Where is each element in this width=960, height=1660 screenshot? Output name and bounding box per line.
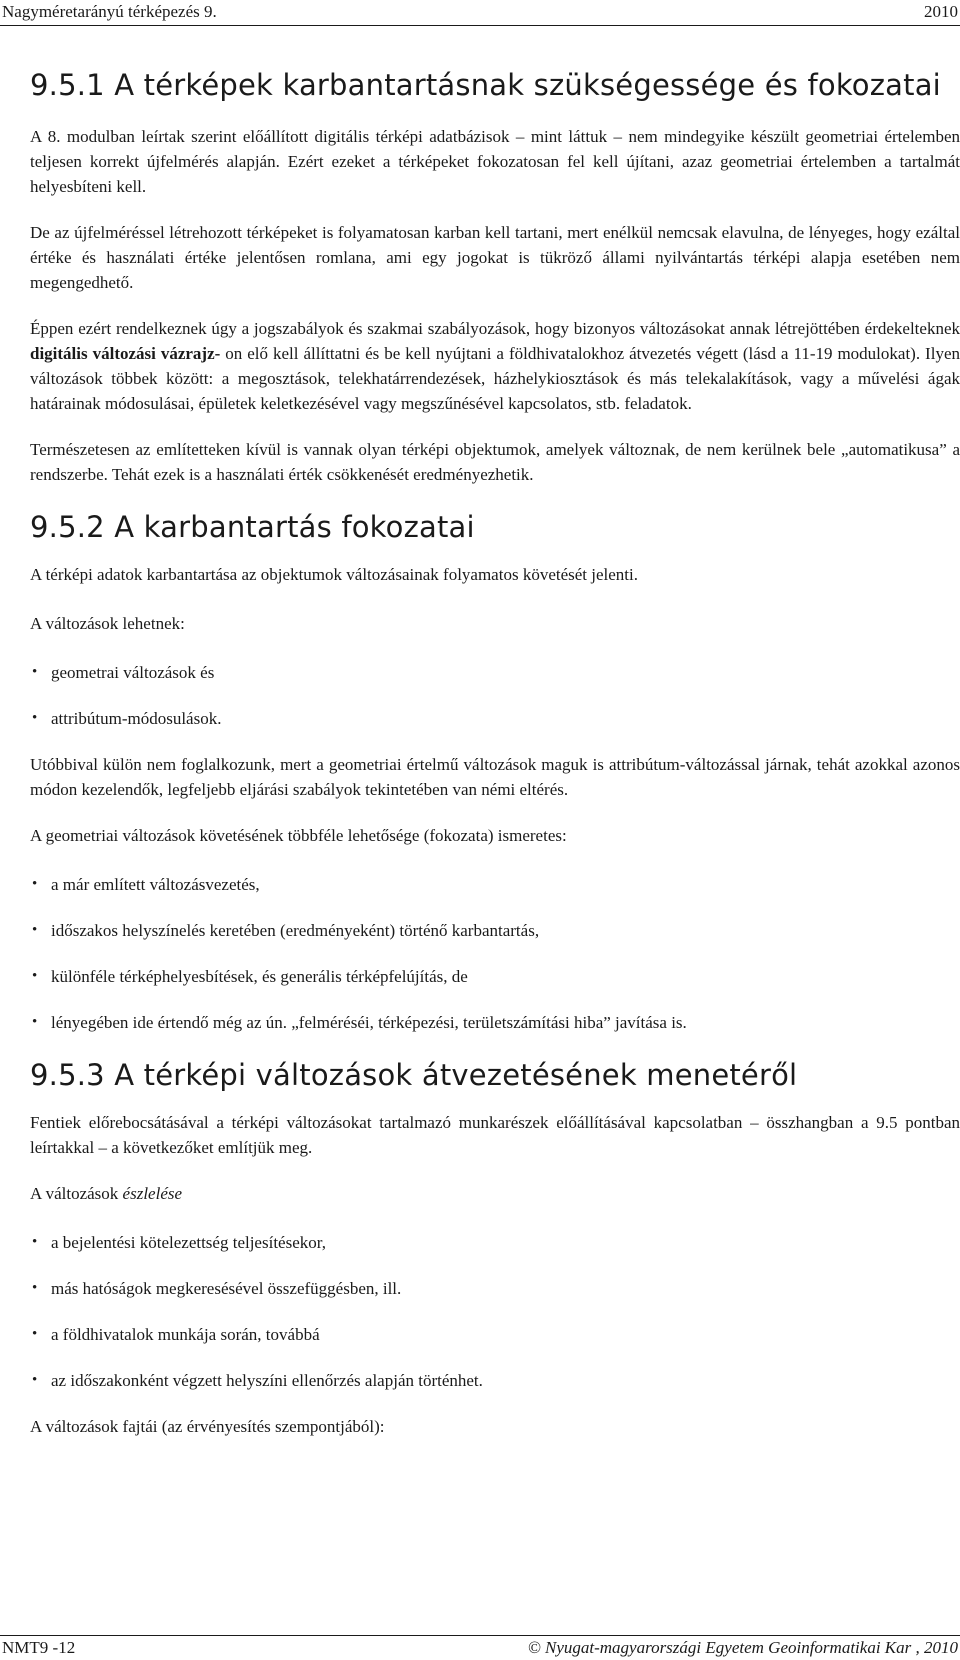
list-item: • más hatóságok megkeresésével összefüggésben, ill. bbox=[30, 1276, 960, 1301]
paragraph: Utóbbival külön nem foglalkozunk, mert a geometriai értelmű változások maguk is attribútum-változással járnak, tehát azokkal azonos módon kezelendők, legfeljebb eljárási szabályok tekintetében van némi eltérés. bbox=[30, 755, 960, 799]
page-header bbox=[0, 0, 960, 26]
list-item: • a már említett változásvezetés, bbox=[30, 872, 960, 897]
footer-copyright: © Nyugat-magyarországi Egyetem Geoinformatikai Kar , 2010 bbox=[527, 1638, 958, 1657]
paragraph: A térképi adatok karbantartása az objektumok változásainak folyamatos követését jelenti. bbox=[30, 565, 638, 584]
header-title: Nagyméretarányú térképezés 9. bbox=[2, 2, 217, 21]
footer-page-number: NMT9 -12 bbox=[2, 1638, 76, 1657]
page-content bbox=[30, 66, 960, 1460]
list-item: • a földhivatalok munkája során, továbbá bbox=[30, 1322, 960, 1347]
section-heading-9-5-1: 9.5.1 A térképek karbantartásnak szükségessége és fokozatai bbox=[30, 68, 941, 102]
paragraph: A 8. modulban leírtak szerint előállított digitális térképi adatbázisok – mint láttuk – nem mindegyike készült geometriai értelemben teljesen korrekt újfelmérés alapján. Ezért ezeket a térképeket fokozatosan fel kell újítani, azaz geometriai értelemben a tartalmát helyesbíteni kell. bbox=[30, 127, 960, 196]
list-item: • az időszakonként végzett helyszíni ellenőrzés alapján történhet. bbox=[30, 1368, 960, 1393]
paragraph: De az újfelméréssel létrehozott térképeket is folyamatosan karban kell tartani, mert enélkül nemcsak elavulna, de lényeges, hogy ezáltal értéke és használati értéke jelentősen romlana, ami egy jogokat is tükröző állami nyilvántartás térképi alapja esetében nem megengedhető. bbox=[30, 223, 960, 292]
paragraph: A geometriai változások követésének többféle lehetősége (fokozata) ismeretes: bbox=[30, 826, 567, 845]
list-item: • geometrai változások és bbox=[30, 660, 960, 685]
paragraph bbox=[30, 316, 960, 416]
paragraph: Fentiek előrebocsátásával a térképi változásokat tartalmazó munkarészek előállításával kapcsolatban – összhangban a 9.5 pontban leírtakkal – a következőket említjük meg. bbox=[30, 1113, 960, 1157]
section-heading-9-5-2: 9.5.2 A karbantartás fokozatai bbox=[30, 510, 475, 544]
list-item: • lényegében ide értendő még az ún. „felméréséi, térképezési, területszámítási hiba” javítása is. bbox=[30, 1010, 960, 1035]
header-rule bbox=[0, 25, 960, 26]
list-item: • attribútum-módosulások. bbox=[30, 706, 960, 731]
paragraph-text: A változások bbox=[30, 1184, 123, 1203]
list-item: • a bejelentési kötelezettség teljesítésekor, bbox=[30, 1230, 960, 1255]
bold-term: digitális változási vázrajz- bbox=[30, 344, 221, 363]
paragraph: A változások lehetnek: bbox=[30, 614, 185, 633]
page-footer bbox=[0, 1636, 960, 1660]
header-year: 2010 bbox=[924, 2, 958, 21]
paragraph: Természetesen az említetteken kívül is vannak olyan térképi objektumok, amelyek változnak, de nem kerülnek bele „automatikusa” a rendszerbe. Tehát ezek is a használati érték csökkenését eredményezhetik. bbox=[30, 440, 960, 484]
paragraph-text: on elő kell állíttatni és be kell nyújtani a földhivatalokhoz átvezetés végett (lásd a 11-19 modulokat). Ilyen változások többek között: a megosztások, telekhatárrendezések, házhelykiosztások és más telekalakítások, vagy a művelési ágak határainak módosulásai, épületek keletkezésével vagy megszűnésével kapcsolatos, stb. feladatok. bbox=[30, 344, 960, 413]
section-heading-9-5-3: 9.5.3 A térképi változások átvezetésének menetéről bbox=[30, 1058, 798, 1092]
list-item: • időszakos helyszínelés keretében (eredményeként) történő karbantartás, bbox=[30, 918, 960, 943]
bullet-list bbox=[30, 660, 960, 731]
paragraph bbox=[30, 1181, 960, 1206]
paragraph: A változások fajtái (az érvényesítés szempontjából): bbox=[30, 1417, 385, 1436]
bullet-list bbox=[30, 872, 960, 1035]
bullet-list bbox=[30, 1230, 960, 1393]
italic-term: észlelése bbox=[122, 1184, 183, 1203]
paragraph-text: Éppen ezért rendelkeznek úgy a jogszabályok és szakmai szabályozások, hogy bizonyos változásokat annak létrejöttében érdekelteknek bbox=[30, 319, 960, 338]
list-item: • különféle térképhelyesbítések, és generális térképfelújítás, de bbox=[30, 964, 960, 989]
